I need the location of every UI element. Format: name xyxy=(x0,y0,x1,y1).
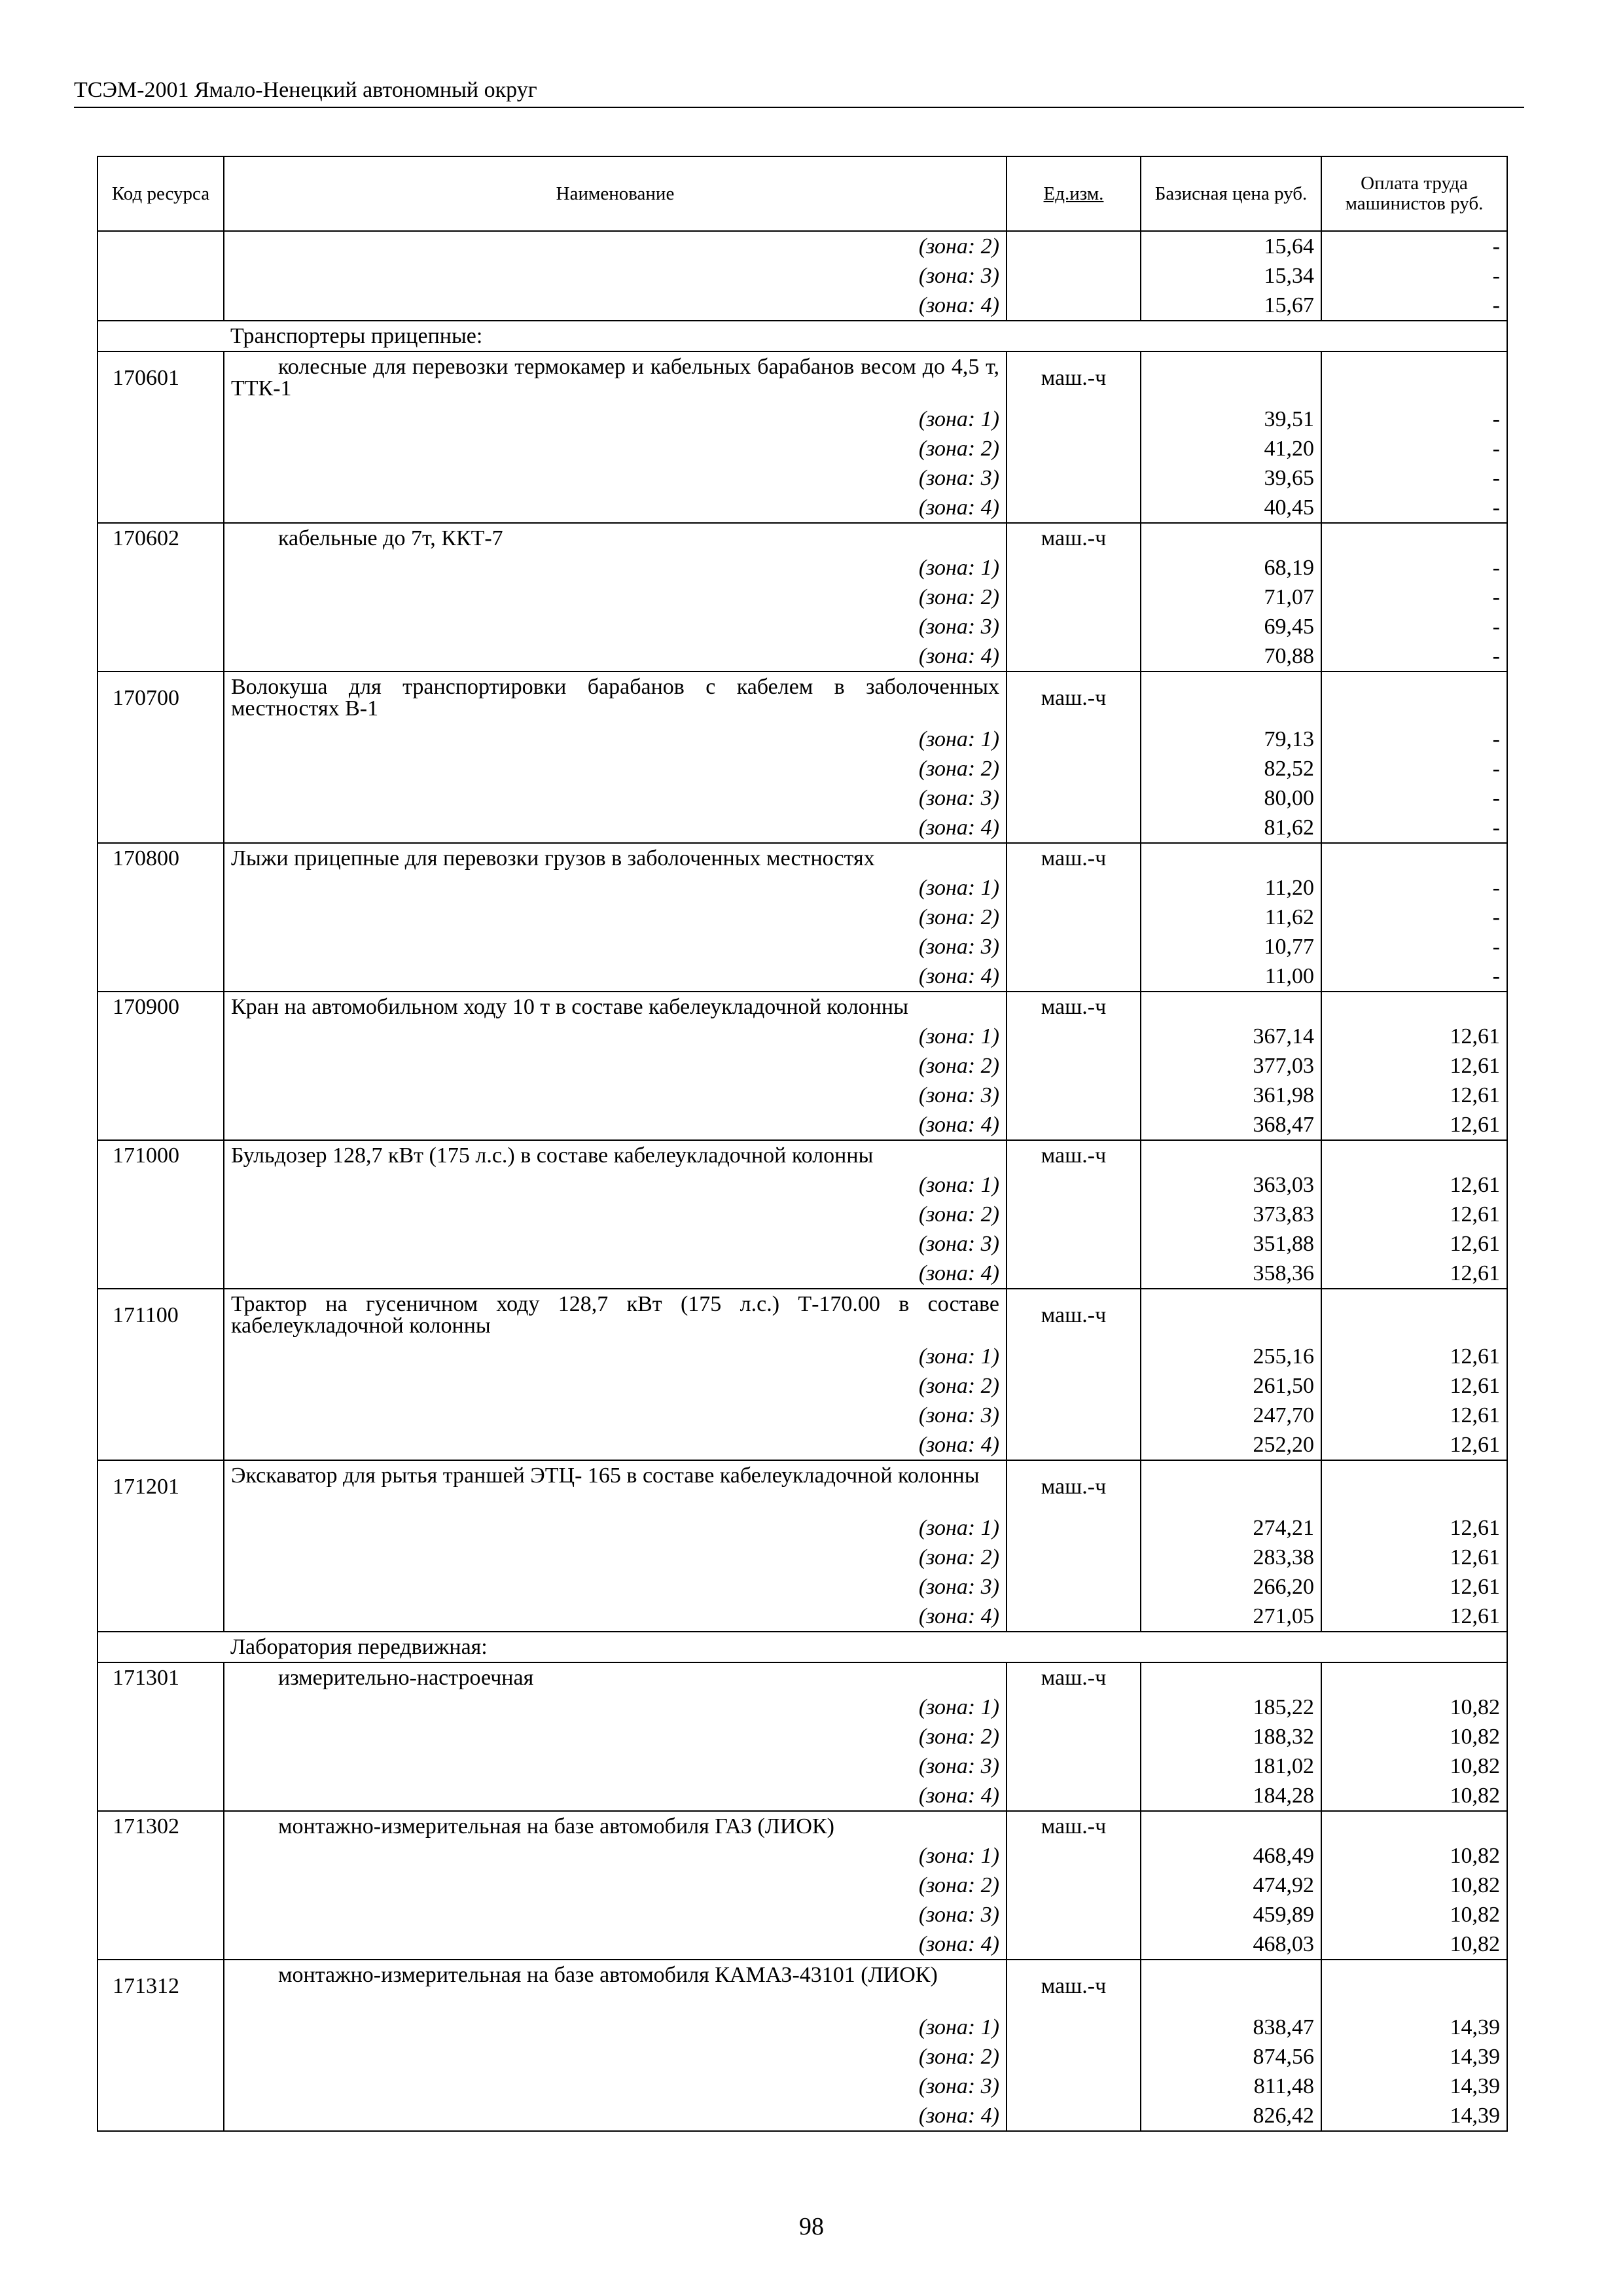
price-cell: 811,48 xyxy=(1141,2072,1321,2101)
zone-label: (зона: 1) xyxy=(224,404,1007,434)
price-cell: 363,03 xyxy=(1141,1170,1321,1200)
wage-cell: - xyxy=(1321,873,1507,903)
zone-label: (зона: 3) xyxy=(224,1900,1007,1929)
group-heading: Транспортеры прицепные: xyxy=(224,321,1507,351)
zone-label: (зона: 2) xyxy=(224,231,1007,261)
wage-cell: 14,39 xyxy=(1321,2013,1507,2042)
resource-code: 170601 xyxy=(98,351,224,404)
group-heading-row xyxy=(98,321,1507,351)
wage-cell: 12,61 xyxy=(1321,1200,1507,1229)
price-cell: 70,88 xyxy=(1141,641,1321,672)
wage-cell: - xyxy=(1321,404,1507,434)
wage-cell: 10,82 xyxy=(1321,1841,1507,1871)
table-row xyxy=(98,1342,1507,1371)
zone-label: (зона: 2) xyxy=(224,2042,1007,2072)
price-cell: 80,00 xyxy=(1141,783,1321,813)
wage-cell: 12,61 xyxy=(1321,1051,1507,1081)
resource-code: 171000 xyxy=(98,1140,224,1170)
unit-cell: маш.-ч xyxy=(1007,1460,1141,1513)
price-cell: 39,65 xyxy=(1141,463,1321,493)
table-row xyxy=(98,463,1507,493)
price-cell: 261,50 xyxy=(1141,1371,1321,1401)
group-heading: Лаборатория передвижная: xyxy=(224,1632,1507,1662)
table-row xyxy=(98,1022,1507,1051)
price-cell: 459,89 xyxy=(1141,1900,1321,1929)
resource-name: кабельные до 7т, ККТ-7 xyxy=(224,523,1007,553)
resource-code: 170800 xyxy=(98,843,224,873)
zone-label: (зона: 4) xyxy=(224,1430,1007,1460)
resource-name: Волокуша для транспортировки барабанов с кабелем в заболоченных местностях В-1 xyxy=(224,672,1007,725)
wage-cell: 10,82 xyxy=(1321,1871,1507,1900)
wage-cell: - xyxy=(1321,961,1507,992)
zone-label: (зона: 2) xyxy=(224,1543,1007,1572)
wage-cell: - xyxy=(1321,725,1507,754)
header-name: Наименование xyxy=(224,156,1007,231)
price-cell: 468,49 xyxy=(1141,1841,1321,1871)
wage-cell: 12,61 xyxy=(1321,1513,1507,1543)
resource-name: монтажно-измерительная на базе автомобиля КАМАЗ-43101 (ЛИОК) xyxy=(224,1960,1007,2013)
price-cell: 368,47 xyxy=(1141,1110,1321,1140)
table-body xyxy=(98,231,1507,2131)
zone-label: (зона: 2) xyxy=(224,903,1007,932)
price-cell: 274,21 xyxy=(1141,1513,1321,1543)
resource-name: измерительно-настроечная xyxy=(224,1662,1007,1693)
wage-cell: 12,61 xyxy=(1321,1081,1507,1110)
wage-cell: - xyxy=(1321,463,1507,493)
price-cell: 71,07 xyxy=(1141,583,1321,612)
wage-cell: - xyxy=(1321,641,1507,672)
resource-code: 170602 xyxy=(98,523,224,553)
zone-label: (зона: 4) xyxy=(224,961,1007,992)
wage-cell: 12,61 xyxy=(1321,1572,1507,1602)
wage-cell: - xyxy=(1321,434,1507,463)
zone-label: (зона: 2) xyxy=(224,1722,1007,1751)
table-row xyxy=(98,641,1507,672)
table-row xyxy=(98,754,1507,783)
wage-cell: 12,61 xyxy=(1321,1602,1507,1632)
table-row xyxy=(98,2101,1507,2131)
unit-cell: маш.-ч xyxy=(1007,351,1141,404)
table-row xyxy=(98,725,1507,754)
table-row xyxy=(98,1051,1507,1081)
price-cell: 41,20 xyxy=(1141,434,1321,463)
price-cell: 255,16 xyxy=(1141,1342,1321,1371)
price-cell: 188,32 xyxy=(1141,1722,1321,1751)
zone-label: (зона: 2) xyxy=(224,434,1007,463)
zone-label: (зона: 4) xyxy=(224,2101,1007,2131)
table-row xyxy=(98,1751,1507,1781)
unit-cell: маш.-ч xyxy=(1007,1289,1141,1342)
table-row xyxy=(98,1722,1507,1751)
unit-cell: маш.-ч xyxy=(1007,523,1141,553)
price-cell: 15,64 xyxy=(1141,231,1321,261)
zone-label: (зона: 1) xyxy=(224,2013,1007,2042)
table-row xyxy=(98,1229,1507,1259)
table-row xyxy=(98,903,1507,932)
zone-label: (зона: 2) xyxy=(224,583,1007,612)
unit-cell: маш.-ч xyxy=(1007,1960,1141,2013)
resource-name: Лыжи прицепные для перевозки грузов в заболоченных местностях xyxy=(224,843,1007,873)
zone-label: (зона: 4) xyxy=(224,1110,1007,1140)
table-row xyxy=(98,1513,1507,1543)
wage-cell: - xyxy=(1321,583,1507,612)
resource-name: Трактор на гусеничном ходу 128,7 кВт (175 л.с.) Т-170.00 в составе кабелеукладочной колонны xyxy=(224,1289,1007,1342)
table-row xyxy=(98,1371,1507,1401)
price-cell: 40,45 xyxy=(1141,493,1321,523)
unit-cell: маш.-ч xyxy=(1007,672,1141,725)
zone-label: (зона: 4) xyxy=(224,291,1007,321)
wage-cell: 12,61 xyxy=(1321,1110,1507,1140)
table-header-row xyxy=(98,156,1507,231)
wage-cell: - xyxy=(1321,932,1507,961)
resource-name: колесные для перевозки термокамер и кабельных барабанов весом до 4,5 т, ТТК-1 xyxy=(224,351,1007,404)
page-header-title: ТСЭМ-2001 Ямало-Ненецкий автономный округ xyxy=(74,78,537,102)
item-row xyxy=(98,1960,1507,2013)
zone-label: (зона: 4) xyxy=(224,813,1007,843)
price-cell: 184,28 xyxy=(1141,1781,1321,1811)
wage-cell: 12,61 xyxy=(1321,1371,1507,1401)
zone-label: (зона: 2) xyxy=(224,1371,1007,1401)
resource-name: монтажно-измерительная на базе автомобиля ГАЗ (ЛИОК) xyxy=(224,1811,1007,1841)
zone-label: (зона: 4) xyxy=(224,641,1007,672)
wage-cell: 12,61 xyxy=(1321,1170,1507,1200)
resource-code: 171301 xyxy=(98,1662,224,1693)
price-cell: 361,98 xyxy=(1141,1081,1321,1110)
table-row xyxy=(98,1929,1507,1960)
price-cell: 68,19 xyxy=(1141,553,1321,583)
zone-label: (зона: 4) xyxy=(224,1781,1007,1811)
zone-label: (зона: 3) xyxy=(224,1229,1007,1259)
table-row xyxy=(98,2042,1507,2072)
resource-code: 171312 xyxy=(98,1960,224,2013)
item-row xyxy=(98,1289,1507,1342)
page-number: 98 xyxy=(799,2213,824,2240)
table-row xyxy=(98,2072,1507,2101)
wage-cell: 12,61 xyxy=(1321,1401,1507,1430)
resource-name: Кран на автомобильном ходу 10 т в составе кабелеукладочной колонны xyxy=(224,992,1007,1022)
table-row xyxy=(98,1900,1507,1929)
zone-label: (зона: 1) xyxy=(224,1342,1007,1371)
price-cell: 283,38 xyxy=(1141,1543,1321,1572)
table-row xyxy=(98,404,1507,434)
item-row xyxy=(98,523,1507,553)
zone-label: (зона: 1) xyxy=(224,553,1007,583)
wage-cell: 12,61 xyxy=(1321,1543,1507,1572)
unit-cell: маш.-ч xyxy=(1007,1140,1141,1170)
price-cell: 15,67 xyxy=(1141,291,1321,321)
wage-cell: 12,61 xyxy=(1321,1342,1507,1371)
wage-cell: - xyxy=(1321,783,1507,813)
table-row xyxy=(98,873,1507,903)
table-row xyxy=(98,2013,1507,2042)
zone-label: (зона: 2) xyxy=(224,1871,1007,1900)
item-row xyxy=(98,1140,1507,1170)
price-cell: 10,77 xyxy=(1141,932,1321,961)
resource-code: 170900 xyxy=(98,992,224,1022)
price-cell: 11,62 xyxy=(1141,903,1321,932)
table-row xyxy=(98,1602,1507,1632)
table-row xyxy=(98,1781,1507,1811)
price-cell: 69,45 xyxy=(1141,612,1321,641)
zone-label: (зона: 1) xyxy=(224,1693,1007,1722)
wage-cell: - xyxy=(1321,231,1507,261)
unit-cell: маш.-ч xyxy=(1007,843,1141,873)
price-cell: 358,36 xyxy=(1141,1259,1321,1289)
zone-label: (зона: 3) xyxy=(224,1751,1007,1781)
zone-label: (зона: 1) xyxy=(224,1513,1007,1543)
table-row xyxy=(98,261,1507,291)
zone-label: (зона: 2) xyxy=(224,1051,1007,1081)
zone-label: (зона: 1) xyxy=(224,1170,1007,1200)
wage-cell: 12,61 xyxy=(1321,1259,1507,1289)
unit-cell: маш.-ч xyxy=(1007,992,1141,1022)
resource-code: 171302 xyxy=(98,1811,224,1841)
item-row xyxy=(98,1662,1507,1693)
zone-label: (зона: 3) xyxy=(224,463,1007,493)
table-row xyxy=(98,1572,1507,1602)
wage-cell: 10,82 xyxy=(1321,1781,1507,1811)
resource-name: Экскаватор для рытья траншей ЭТЦ- 165 в составе кабелеукладочной колонны xyxy=(224,1460,1007,1513)
wage-cell: 10,82 xyxy=(1321,1722,1507,1751)
table-row xyxy=(98,1693,1507,1722)
wage-cell: 14,39 xyxy=(1321,2042,1507,2072)
table-row xyxy=(98,1871,1507,1900)
zone-label: (зона: 1) xyxy=(224,1022,1007,1051)
price-cell: 252,20 xyxy=(1141,1430,1321,1460)
zone-label: (зона: 4) xyxy=(224,493,1007,523)
wage-cell: 14,39 xyxy=(1321,2072,1507,2101)
price-cell: 468,03 xyxy=(1141,1929,1321,1960)
price-cell: 367,14 xyxy=(1141,1022,1321,1051)
table-row xyxy=(98,583,1507,612)
unit-cell: маш.-ч xyxy=(1007,1662,1141,1693)
zone-label: (зона: 2) xyxy=(224,754,1007,783)
header-unit: Ед.изм. xyxy=(1007,156,1141,231)
zone-label: (зона: 4) xyxy=(224,1259,1007,1289)
item-row xyxy=(98,1811,1507,1841)
zone-label: (зона: 1) xyxy=(224,1841,1007,1871)
table-row xyxy=(98,291,1507,321)
header-wage: Оплата труда машинистов руб. xyxy=(1321,156,1507,231)
wage-cell: 10,82 xyxy=(1321,1900,1507,1929)
wage-cell: - xyxy=(1321,261,1507,291)
table-row xyxy=(98,1259,1507,1289)
price-cell: 874,56 xyxy=(1141,2042,1321,2072)
resource-name: Бульдозер 128,7 кВт (175 л.с.) в составе кабелеукладочной колонны xyxy=(224,1140,1007,1170)
table-row xyxy=(98,1430,1507,1460)
price-cell: 247,70 xyxy=(1141,1401,1321,1430)
item-row xyxy=(98,843,1507,873)
table-row xyxy=(98,612,1507,641)
table-row xyxy=(98,434,1507,463)
item-row xyxy=(98,351,1507,404)
table-row xyxy=(98,1543,1507,1572)
wage-cell: 14,39 xyxy=(1321,2101,1507,2131)
zone-label: (зона: 1) xyxy=(224,873,1007,903)
table-row xyxy=(98,1170,1507,1200)
header-code: Код ресурса xyxy=(98,156,224,231)
zone-label: (зона: 3) xyxy=(224,1081,1007,1110)
wage-cell: 10,82 xyxy=(1321,1751,1507,1781)
wage-cell: - xyxy=(1321,291,1507,321)
zone-label: (зона: 4) xyxy=(224,1929,1007,1960)
table-row xyxy=(98,783,1507,813)
price-cell: 826,42 xyxy=(1141,2101,1321,2131)
price-cell: 79,13 xyxy=(1141,725,1321,754)
table-row xyxy=(98,1081,1507,1110)
zone-label: (зона: 3) xyxy=(224,261,1007,291)
price-cell: 181,02 xyxy=(1141,1751,1321,1781)
unit-cell: маш.-ч xyxy=(1007,1811,1141,1841)
price-cell: 82,52 xyxy=(1141,754,1321,783)
zone-label: (зона: 3) xyxy=(224,2072,1007,2101)
item-row xyxy=(98,1460,1507,1513)
zone-label: (зона: 3) xyxy=(224,1401,1007,1430)
wage-cell: 12,61 xyxy=(1321,1022,1507,1051)
price-cell: 185,22 xyxy=(1141,1693,1321,1722)
resource-code: 171100 xyxy=(98,1289,224,1342)
header-price: Базисная цена руб. xyxy=(1141,156,1321,231)
zone-label: (зона: 3) xyxy=(224,612,1007,641)
wage-cell: - xyxy=(1321,612,1507,641)
price-cell: 11,00 xyxy=(1141,961,1321,992)
price-cell: 373,83 xyxy=(1141,1200,1321,1229)
group-heading-row xyxy=(98,1632,1507,1662)
table-row xyxy=(98,231,1507,261)
price-cell: 39,51 xyxy=(1141,404,1321,434)
table-row xyxy=(98,1401,1507,1430)
wage-cell: - xyxy=(1321,903,1507,932)
price-cell: 351,88 xyxy=(1141,1229,1321,1259)
price-cell: 81,62 xyxy=(1141,813,1321,843)
item-row xyxy=(98,672,1507,725)
wage-cell: - xyxy=(1321,493,1507,523)
wage-cell: 12,61 xyxy=(1321,1430,1507,1460)
price-cell: 271,05 xyxy=(1141,1602,1321,1632)
price-cell: 266,20 xyxy=(1141,1572,1321,1602)
resource-code: 170700 xyxy=(98,672,224,725)
wage-cell: - xyxy=(1321,754,1507,783)
table-row xyxy=(98,813,1507,843)
zone-label: (зона: 1) xyxy=(224,725,1007,754)
wage-cell: - xyxy=(1321,813,1507,843)
table-row xyxy=(98,1841,1507,1871)
price-table xyxy=(97,156,1508,2132)
table-row xyxy=(98,932,1507,961)
resource-code: 171201 xyxy=(98,1460,224,1513)
table-row xyxy=(98,1110,1507,1140)
price-cell: 15,34 xyxy=(1141,261,1321,291)
price-cell: 838,47 xyxy=(1141,2013,1321,2042)
wage-cell: 10,82 xyxy=(1321,1693,1507,1722)
zone-label: (зона: 3) xyxy=(224,1572,1007,1602)
price-cell: 377,03 xyxy=(1141,1051,1321,1081)
wage-cell: 10,82 xyxy=(1321,1929,1507,1960)
wage-cell: - xyxy=(1321,553,1507,583)
price-cell: 474,92 xyxy=(1141,1871,1321,1900)
table-row xyxy=(98,553,1507,583)
zone-label: (зона: 4) xyxy=(224,1602,1007,1632)
table-row xyxy=(98,961,1507,992)
header-rule xyxy=(74,107,1524,108)
item-row xyxy=(98,992,1507,1022)
zone-label: (зона: 2) xyxy=(224,1200,1007,1229)
table-row xyxy=(98,493,1507,523)
table-row xyxy=(98,1200,1507,1229)
zone-label: (зона: 3) xyxy=(224,783,1007,813)
price-cell: 11,20 xyxy=(1141,873,1321,903)
wage-cell: 12,61 xyxy=(1321,1229,1507,1259)
zone-label: (зона: 3) xyxy=(224,932,1007,961)
